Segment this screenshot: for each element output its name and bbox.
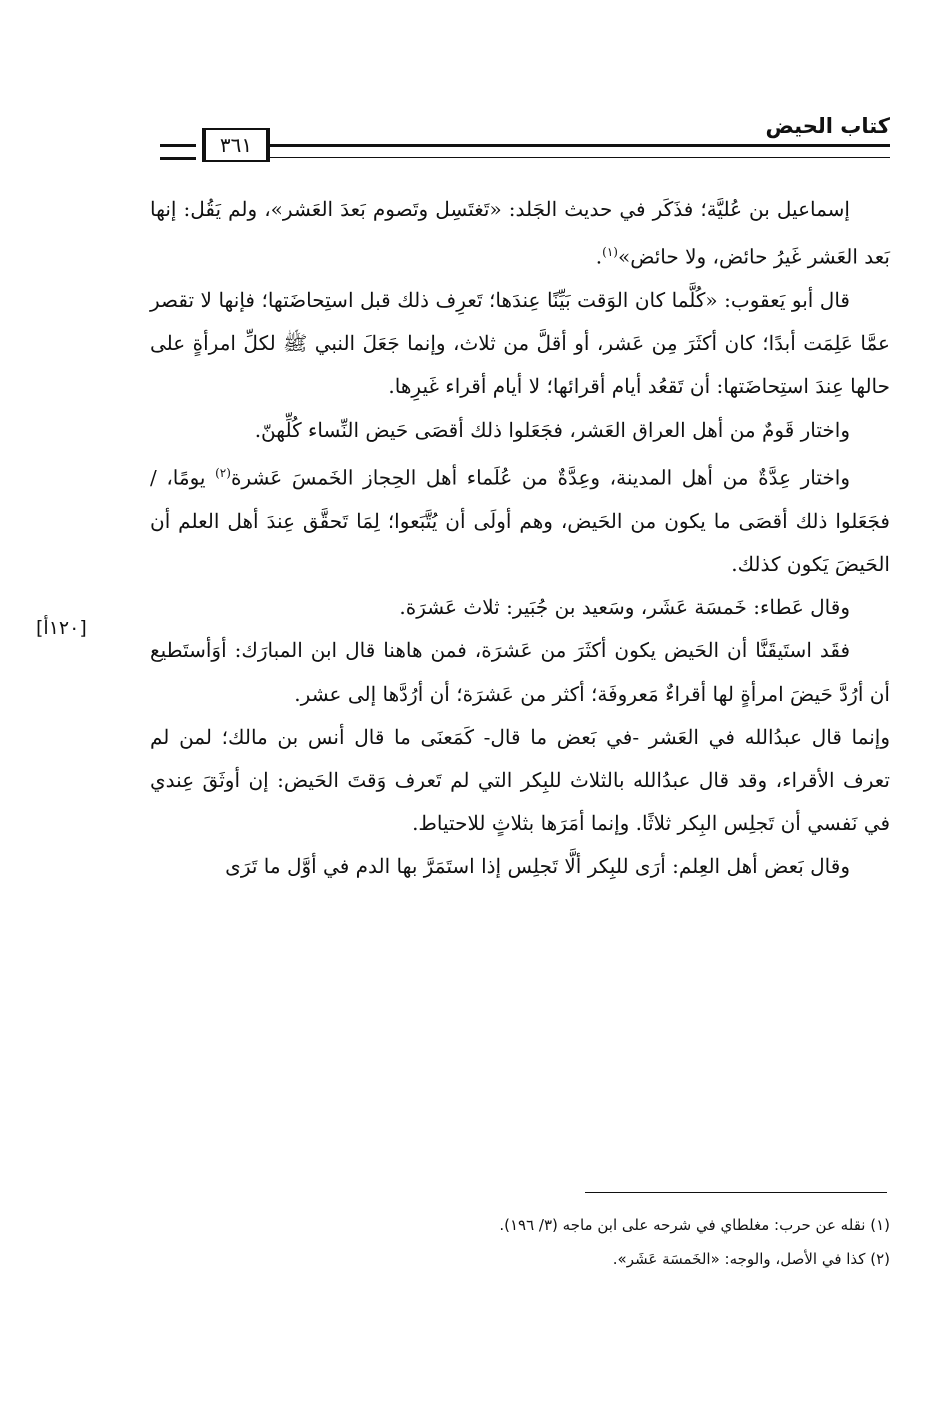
header-rule-left <box>160 144 196 160</box>
paragraph-4: واختار عِدَّةٌ من أهل المدينة، وعِدَّةٌ من عُلَماء أهل الحِجاز الخَمسَ عَشرة$^{(٢)}$ يومًا، / فجَعَلوا ذلك أقصَى ما يكون من الحَيض، وهم أولَى أن يُتَّبَعوا؛ لِمَا تَحقَّق عِندَ أهل العلم أن الحَيضَ يَكون كذلك. <box>150 465 890 576</box>
chapter-title: كتاب الحيض <box>765 114 890 138</box>
paragraph-8: وقال بَعض أهل العِلم: أرَى للبِكر ألَّا تَجلِس إذا استَمَرَّ بها الدم في أوَّل ما تَرَى <box>225 854 850 879</box>
paragraph-3: واختار قَومٌ من أهل العراق العَشر، فجَعَلوا ذلك أقصَى حَيض النِّساء كُلِّهنّ. <box>254 417 850 442</box>
footnote-1: (١) نقله عن حرب: مغلطاي في شرحه على ابن ماجه (٣/ ١٩٦). <box>499 1216 890 1234</box>
footnotes <box>150 1208 890 1276</box>
page-number: ٣٦١ <box>202 128 270 162</box>
paragraph-2: قال أبو يَعقوب: «كُلَّما كان الوَقت بَيِّنًا عِندَها؛ تَعرِف ذلك قبل استِحاضَتها؛ فإنها لا تقصر عمَّا عَلِمَت أبدًا؛ كان أكثَرَ مِن عَشر، أو أقلَّ من ثلاث، وإنما جَعَلَ النبي ﷺ لكلِّ امرأةٍ على حالها عِندَ استِحاضَتها: أن تَقعُد أيام أقرائها؛ لا أيام أقراء غَيرِها. <box>150 288 890 399</box>
paragraph-5: وقال عَطاء: خَمسَة عَشَر، وسَعيد بن جُبَير: ثلاث عَشرَة. <box>399 595 850 620</box>
footnote-divider <box>585 1192 887 1193</box>
paragraph-1: إسماعيل بن عُليَّة؛ فذَكَر في حديث الجَلد: «تَغتَسِل وتَصوم بَعدَ العَشر»، ولم يَقُل: إنها بَعد العَشر غَيرُ حائض، ولا حائض»$^{(١)}$. <box>150 197 890 269</box>
footnote-2: (٢) كذا في الأصل، والوجه: «الخَمسَة عَشَر». <box>612 1250 890 1268</box>
main-text <box>150 188 890 889</box>
page-header <box>150 108 890 168</box>
header-rule <box>270 144 890 158</box>
footnote-ref-1: (١) <box>602 245 618 260</box>
paragraph-6: فقَد استَيقَنَّا أن الحَيض يكون أكثَرَ من عَشرَة، فمن هاهنا قال ابن المبارَك: أوَأستَطيع أن أرُدَّ حَيضَ امرأةٍ لها أقراءٌ مَعروفَة؛ أكثر من عَشرَة؛ أن أرُدَّها إلى عشر. <box>150 638 890 706</box>
manuscript-folio-marker: [١٢٠أ] <box>36 617 87 639</box>
paragraph-7: وإنما قال عبدُالله في العَشر -في بَعض ما قال- كَمَعنَى ما قال أنس بن مالك؛ لمن لم تعرف الأقراء، وقد قال عبدُالله بالثلاث للبِكر التي لم تَعرف وَقتَ الحَيض: إن أوثَقَ عِندي في نَفسي أن تَجلِس البِكر ثلاثًا. وإنما أمَرَها بثلاثٍ للاحتياط. <box>150 724 890 836</box>
footnote-ref-2: (٢) <box>215 465 231 480</box>
